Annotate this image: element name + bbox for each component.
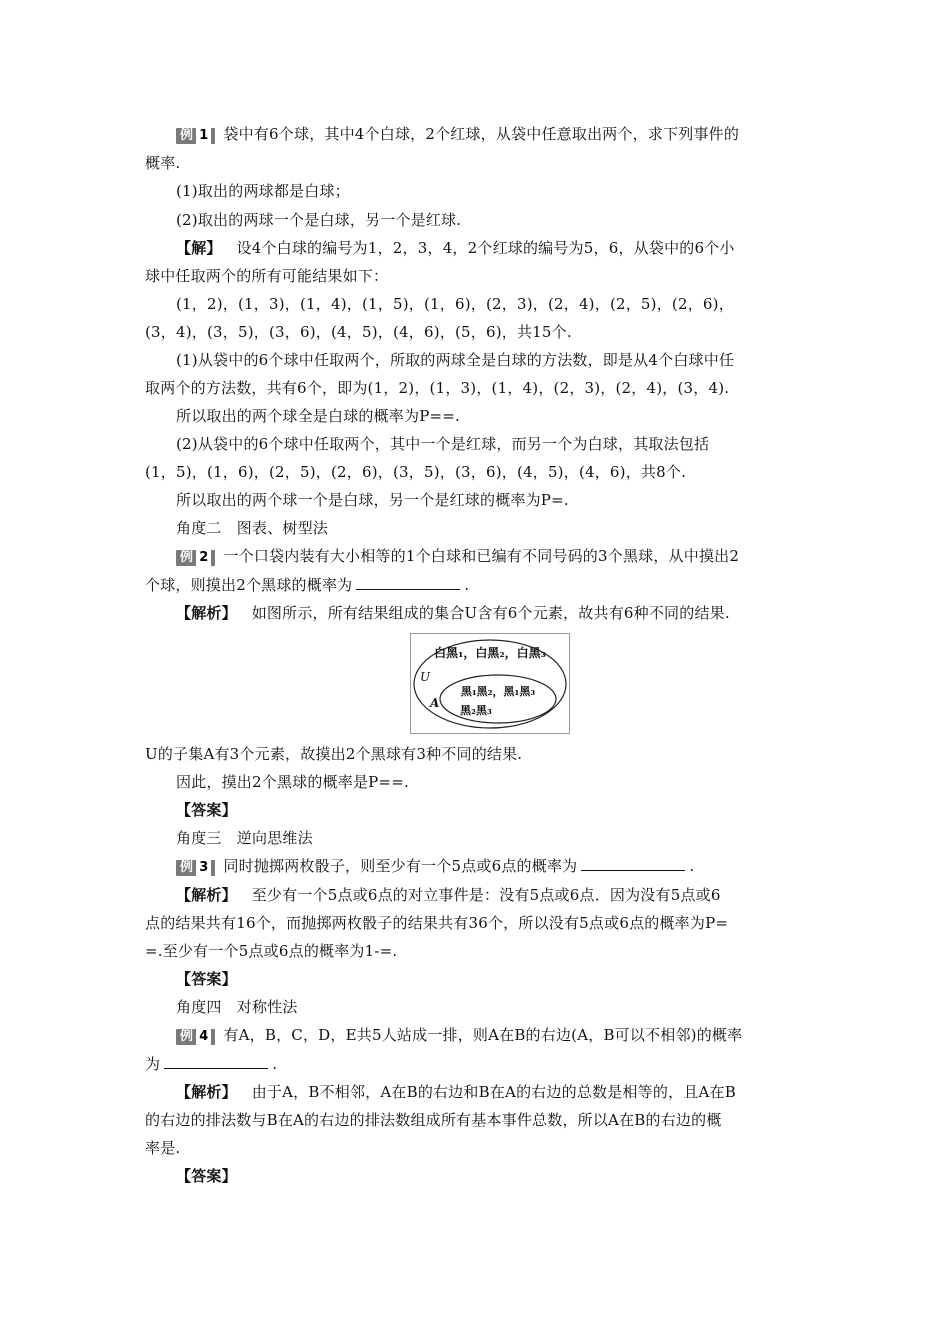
u-label: U [420, 670, 431, 684]
example-1-solution-line-4: (3，4)，(3，5)，(3，6)，(4，5)，(4，6)，(5，6)，共15个. [145, 323, 572, 341]
solution-label: 【解】 [176, 239, 222, 257]
example-4-line-1: 例 4 有A，B，C，D，E共5人站成一排，则A在B的右边(A，B可以不相邻)的概率 [176, 1025, 841, 1045]
answer-blank [164, 1054, 268, 1069]
answer-blank [356, 575, 460, 590]
example-1-solution-line-2: 球中任取两个的所有可能结果如下： [145, 267, 389, 285]
example-3-line-1: 例 3 同时抛掷两枚骰子，则至少有一个5点或6点的概率为 . [176, 856, 841, 876]
venn-diagram [410, 633, 570, 734]
example-1-solution-line-1: 【解】 设4个白球的编号为1，2，3，4，2个红球的编号为5，6，从袋中的6个小 [176, 239, 735, 257]
example-3-analysis-line-3: =.至少有一个5点或6点的概率为1-=. [145, 942, 398, 960]
example-1-line-1: 例 1 袋中有6个球，其中4个白球，2个红球，从袋中任意取出两个，求下列事件的 [176, 124, 841, 144]
example-4-tag: 例 4 [176, 1029, 215, 1045]
example-1-question-1: (1)取出的两球都是白球； [176, 182, 350, 200]
example-1-solution-line-8: (2)从袋中的6个球中任取两个，其中一个是红球，而另一个为白球，其取法包括 [176, 435, 710, 453]
example-4-analysis-line-2: 的右边的排法数与B在A的右边的排法数组成所有基本事件总数，所以A在B的右边的概 [145, 1111, 722, 1129]
inner-elements-label-1: 黑₁黑₂，黑₁黑₃ [460, 685, 536, 698]
angle-2-heading: 角度二 图表、树型法 [176, 519, 329, 537]
outer-elements-label: 白黑₁，白黑₂，白黑₃ [434, 646, 546, 660]
example-1-solution-line-7: 所以取出的两个球全是白球的概率为P==. [176, 407, 460, 425]
example-2-analysis-line-1: 【解析】 如图所示，所有结果组成的集合U含有6个元素，故共有6种不同的结果. [176, 604, 730, 622]
example-2-analysis-line-3: 因此，摸出2个黑球的概率是P==. [176, 773, 409, 791]
angle-3-heading: 角度三 逆向思维法 [176, 829, 313, 847]
example-1-solution-line-5: (1)从袋中的6个球中任取两个，所取的两球全是白球的方法数，即是从4个白球中任 [176, 351, 735, 369]
example-4-line-2: 为 . [145, 1055, 278, 1073]
answer-blank [581, 856, 685, 871]
inner-elements-label-2: 黑₂黑₃ [460, 704, 492, 717]
example-4-analysis-line-3: 率是. [145, 1139, 181, 1157]
example-1-tag: 例 1 [176, 128, 215, 144]
example-2-answer-label: 【答案】 [176, 801, 237, 819]
example-1-solution-line-9: (1，5)，(1，6)，(2，5)，(2，6)，(3，5)，(3，6)，(4，5)，(4，6)，共8个. [145, 463, 687, 481]
example-3-answer-label: 【答案】 [176, 970, 237, 988]
example-1-line-2: 概率. [145, 154, 181, 172]
example-3-analysis-line-2: 点的结果共有16个，而抛掷两枚骰子的结果共有36个，所以没有5点或6点的概率为P= [145, 914, 729, 932]
example-2-line-1: 例 2 一个口袋内装有大小相等的1个白球和已编有不同号码的3个黑球，从中摸出2 [176, 546, 841, 566]
analysis-label: 【解析】 [176, 1083, 237, 1101]
example-2-line-2: 个球，则摸出2个黑球的概率为 . [145, 576, 470, 594]
example-4-analysis-line-1: 【解析】 由于A，B不相邻，A在B的右边和B在A的右边的总数是相等的，且A在B [176, 1083, 736, 1101]
angle-4-heading: 角度四 对称性法 [176, 998, 298, 1016]
example-1-solution-line-3: (1，2)，(1，3)，(1，4)，(1，5)，(1，6)，(2，3)，(2，4)，(2，5)，(2，6)， [176, 295, 734, 313]
example-2-tag: 例 2 [176, 550, 215, 566]
a-label: A [430, 696, 440, 710]
example-4-answer-label: 【答案】 [176, 1167, 237, 1185]
example-1-solution-line-6: 取两个的方法数，共有6个，即为(1，2)，(1，3)，(1，4)，(2，3)，(2，4)，(3，4). [145, 379, 730, 397]
example-3-analysis-line-1: 【解析】 至少有一个5点或6点的对立事件是：没有5点或6点．因为没有5点或6 [176, 886, 721, 904]
analysis-label: 【解析】 [176, 604, 237, 622]
analysis-label: 【解析】 [176, 886, 237, 904]
example-1-question-2: (2)取出的两球一个是白球，另一个是红球. [176, 211, 462, 229]
example-2-analysis-line-2: U的子集A有3个元素，故摸出2个黑球有3种不同的结果. [145, 745, 523, 763]
example-1-solution-line-10: 所以取出的两个球一个是白球，另一个是红球的概率为P=. [176, 491, 569, 509]
example-3-tag: 例 3 [176, 860, 215, 876]
